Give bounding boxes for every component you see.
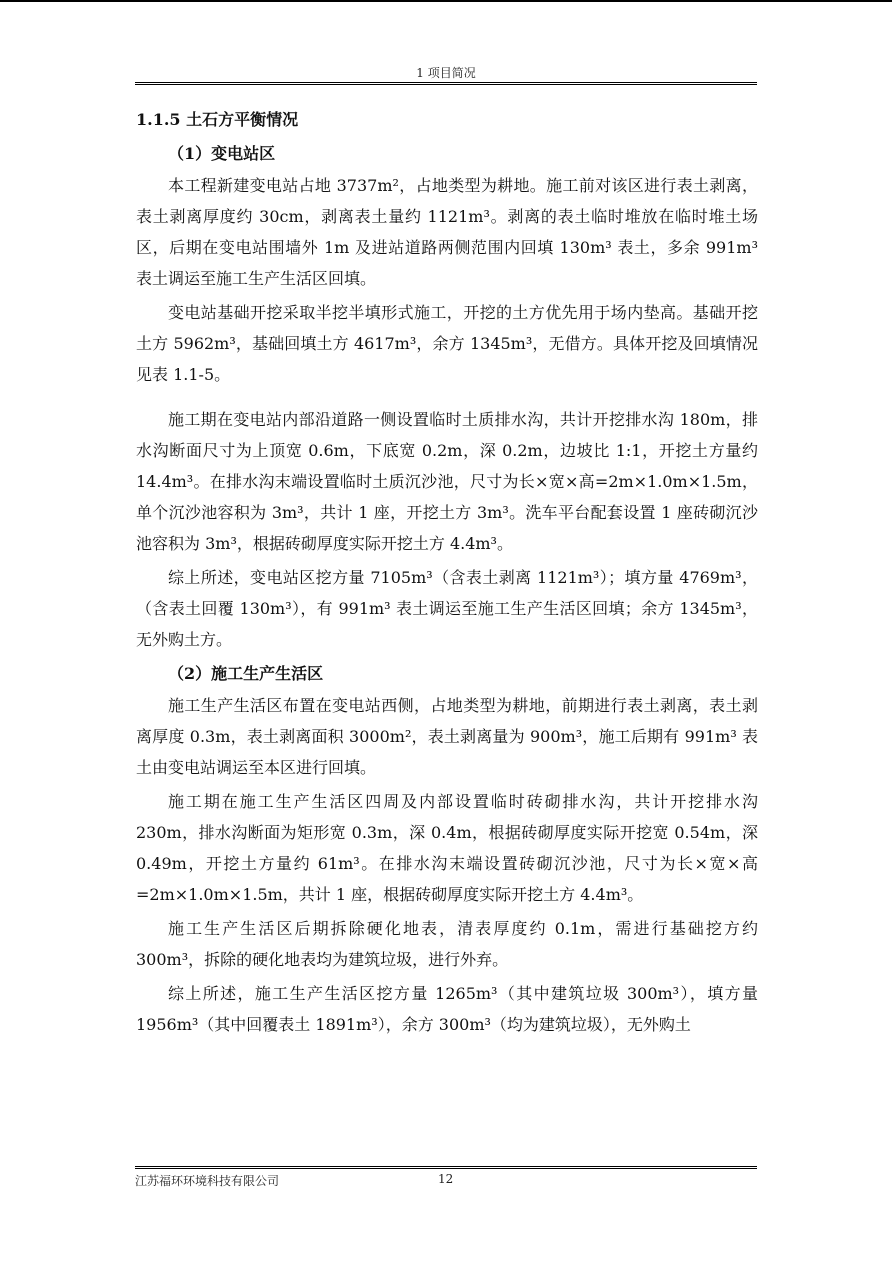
paragraph: 施工生产生活区后期拆除硬化地表，清表厚度约 0.1m，需进行基础挖方约 300m³，拆除的硬化地表均为建筑垃圾，进行外弃。	[136, 919, 758, 969]
section-heading: 1.1.5 土石方平衡情况	[136, 110, 299, 129]
scan-top-border	[0, 0, 892, 2]
paragraph: 施工期在施工生产生活区四周及内部设置临时砖砌排水沟，共计开挖排水沟 230m，排水沟断面为矩形宽 0.3m，深 0.4m，根据砖砌厚度实际开挖宽 0.54m，深 0.49m，开挖土方量约 61m³。在排水沟末端设置砖砌沉沙池，尺寸为长×宽×高=2m×1.0m×1.5m，共计 1 座，根据砖砌厚度实际开挖土方 4.4m³。	[136, 792, 758, 904]
subsection-heading-substation: （1）变电站区	[168, 144, 276, 163]
paragraph: 施工生产生活区布置在变电站西侧，占地类型为耕地，前期进行表土剥离，表土剥离厚度 0.3m，表土剥离面积 3000m²，表土剥离量为 900m³，施工后期有 991m³ 表土由变电站调运至本区进行回填。	[136, 696, 758, 777]
paragraph: 综上所述，变电站区挖方量 7105m³（含表土剥离 1121m³）；填方量 4769m³，（含表土回覆 130m³），有 991m³ 表土调运至施工生产生活区回填；余方 1345m³，无外购土方。	[136, 568, 758, 649]
footer-company: 江苏福环环境科技有限公司	[135, 1174, 280, 1188]
page-number: 12	[438, 1172, 454, 1186]
running-header: 1 项目简况	[416, 66, 476, 80]
paragraph: 施工期在变电站内部沿道路一侧设置临时土质排水沟，共计开挖排水沟 180m，排水沟断面尺寸为上顶宽 0.6m，下底宽 0.2m，深 0.2m，边坡比 1:1，开挖土方量约 14.4m³。在排水沟末端设置临时土质沉沙池，尺寸为长×宽×高=2m×1.0m×1.5m，单个沉沙池容积为 3m³，共计 1 座，开挖土方 3m³。洗车平台配套设置 1 座砖砌沉沙池容积为 3m³，根据砖砌厚度实际开挖土方 4.4m³。	[136, 410, 758, 553]
paragraph: 综上所述，施工生产生活区挖方量 1265m³（其中建筑垃圾 300m³），填方量 1956m³（其中回覆表土 1891m³），余方 300m³（均为建筑垃圾），无外购土	[136, 984, 758, 1034]
page-body	[136, 104, 758, 1043]
subsection-heading-construction-area: （2）施工生产生活区	[168, 664, 324, 683]
footer-rule	[135, 1166, 757, 1169]
header-rule	[135, 82, 757, 85]
paragraph: 本工程新建变电站占地 3737m²，占地类型为耕地。施工前对该区进行表土剥离，表土剥离厚度约 30cm，剥离表土量约 1121m³。剥离的表土临时堆放在临时堆土场区，后期在变电站围墙外 1m 及进站道路两侧范围内回填 130m³ 表土，多余 991m³ 表土调运至施工生产生活区回填。	[136, 176, 758, 288]
paragraph: 变电站基础开挖采取半挖半填形式施工，开挖的土方优先用于场内垫高。基础开挖土方 5962m³，基础回填土方 4617m³，余方 1345m³，无借方。具体开挖及回填情况见表 1.1-5。	[136, 303, 758, 384]
